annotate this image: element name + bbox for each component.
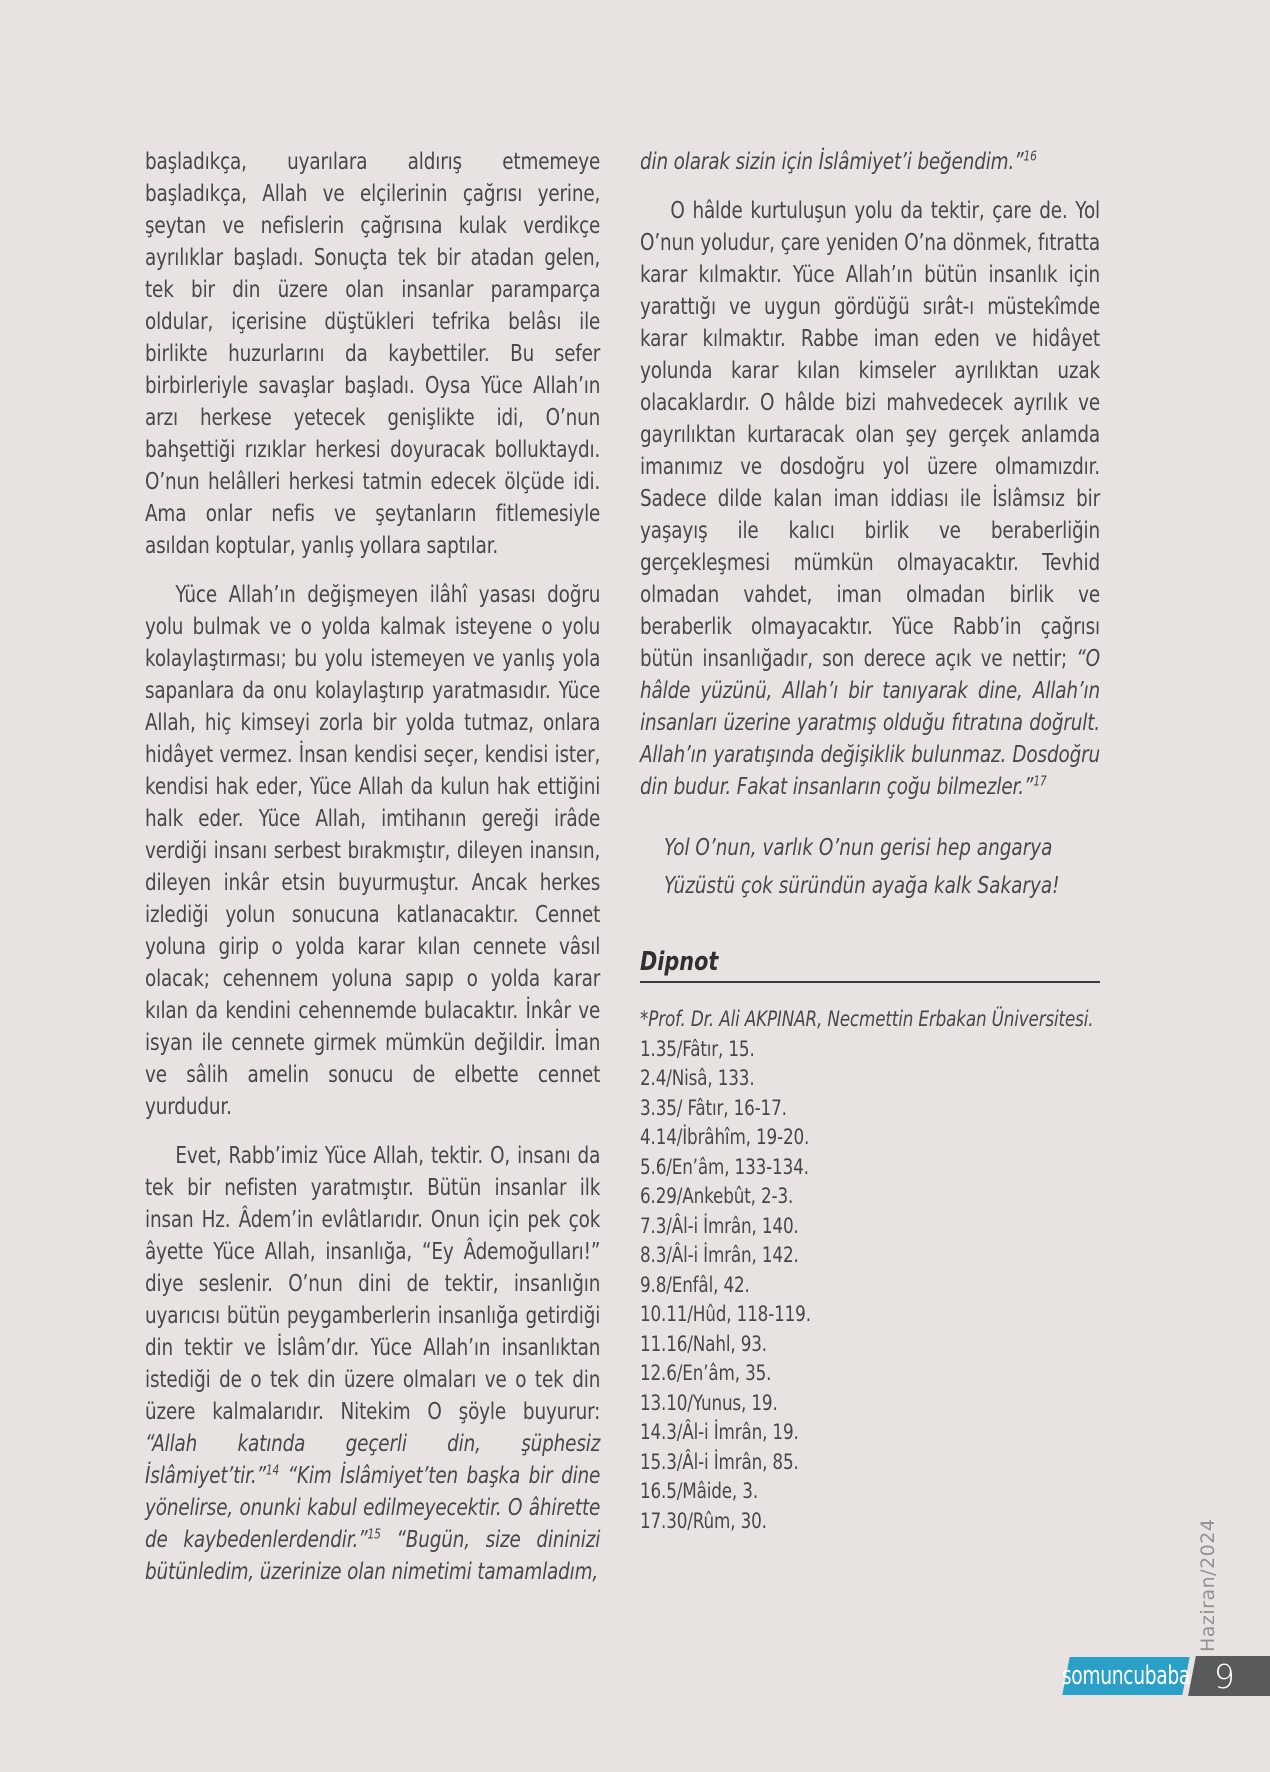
right-column [640, 146, 1100, 1540]
divider-rule [640, 981, 1100, 983]
footnotes-section [640, 947, 1100, 1532]
footnote-item: 4.14/İbrâhîm, 19-20. [640, 1125, 810, 1149]
footnotes-heading: Dipnot [640, 947, 719, 977]
footnote-list [640, 1009, 1100, 1532]
footnote-item: 3.35/ Fâtır, 16-17. [640, 1095, 787, 1120]
footnote-item: 5.6/En’âm, 133-134. [640, 1154, 809, 1179]
footnote-item: 10.11/Hûd, 118-119. [640, 1302, 811, 1326]
footnote-item: 8.3/Âl-i İmrân, 142. [640, 1243, 799, 1267]
brand-logo-text: somuncubaba [1061, 1661, 1191, 1691]
footnote-item: 2.4/Nisâ, 133. [640, 1066, 755, 1090]
footnote-item: 6.29/Ankebût, 2-3. [640, 1184, 794, 1208]
paragraph: başladıkça, uyarılara aldırış etmemeye başladıkça, Allah ve elçilerinin çağrısı yerine, şeytan ve nefislerin çağrısına kulak verdikçe ayrılıklar başladı. Sonuçta tek bir atadan gelen, tek bir din üzere olan insanlar paramparça oldular, içerisine düştükleri tefrika belâsı ile birlikte huzurlarını da kaybettiler. Bu sefer birbirleriyle savaşlar başladı. Oysa Yüce Allah’ın arzı herkese yetecek genişlikte idi, O’nun bahşettiği rızıklar herkesi doyuracak bolluktaydı. O’nun helâlleri herkesi tatmin edecek ölçüde idi. Ama onlar nefis ve şeytanların fitlemesiyle asıldan koptular, yanlış yollara saptılar. [145, 149, 601, 559]
footnote-item: 11.16/Nahl, 93. [640, 1331, 767, 1356]
paragraph: O hâlde kurtuluşun yolu da tektir, çare de. Yol O’nun yoludur, çare yeniden O’na dönmek, fıtratta karar kılmaktır. Yüce Allah’ın bütün insanlık için yarattığı ve uygun gördüğü sırât-ı müstekîmde karar kılmaktır. Rabbe iman eden ve hidâyet yolunda karar kılan kimseler ayrılıktan uzak olacaklardır. O hâlde bizi mahvedecek ayrılık ve gayrılıktan kurtaracak olan şey gerçek anlamda imanımız ve dosdoğru yol üzere olmamızdır. Sadece dilde kalan iman iddiası ile İslâmsız bir yaşayış ile kalıcı birlik ve beraberliğin gerçekleşmesi mümkün olmayacaktır. Tevhid olmadan vahdet, iman olmadan birlik ve beraberlik olmayacaktır. Yüce Rabb’in çağrısı bütün insanlığadır, son derece açık ve nettir; “O hâlde yüzünü, Allah’ı bir tanıyarak dine, Allah’ın insanları üzerine yaratmış olduğu fıtratına doğrult. Allah’ın yaratışında değişiklik bulunmaz. Dosdoğru din budur. Fakat insanların çoğu bilmezler.”$^{17}$ [640, 198, 1100, 800]
footnote-item: 14.3/Âl-i İmrân, 19. [640, 1420, 799, 1444]
edition-label: Haziran/2024 [1197, 1518, 1219, 1652]
paragraph-quote-continuation: din olarak sizin için İslâmiyet’i beğendim.”$^{16}$ [640, 149, 1037, 175]
paragraph: Yüce Allah’ın değişmeyen ilâhî yasası doğru yolu bulmak ve o yolda kalmak isteyene o yolu kolaylaştırması; bu yolu istemeyen ve yanlış yola sapanlara da onu kolaylaştırıp yaratmasıdır. Yüce Allah, hiç kimseyi zorla bir yolda tutmaz, onlara hidâyet vermez. İnsan kendisi seçer, kendisi ister, kendisi hak eder, Yüce Allah da kulun hak ettiğini halk eder. Yüce Allah, imtihanın gereği irâde verdiği insanı serbest bırakmıştır, dileyen inansın, dileyen inkâr etsin buyurmuştur. Ancak herkes izlediği yolun sonucuna katlanacaktır. Cennet yoluna girip o yolda karar kılan cennete vâsıl olacak; cehennem yoluna sapıp o yolda karar kılan da kendini cehennemde bulacaktır. İnkâr ve isyan ile cennete girmek mümkün değildir. İman ve sâlih amelin sonucu de elbette cennet yurdudur. [145, 582, 601, 1120]
footnote-item: 15.3/Âl-i İmrân, 85. [640, 1449, 799, 1474]
poem [664, 829, 1100, 905]
poem-line: Yüzüstü çok süründün ayağa kalk Sakarya! [664, 873, 1060, 899]
footnote-item: *Prof. Dr. Ali AKPINAR, Necmettin Erbakan Üniversitesi. [640, 1007, 1094, 1031]
brand-logo-band [1062, 1657, 1189, 1695]
footnote-item: 1.35/Fâtır, 15. [640, 1036, 755, 1061]
footnote-item: 9.8/Enfâl, 42. [640, 1272, 750, 1297]
footnote-item: 16.5/Mâide, 3. [640, 1479, 758, 1503]
footnote-item: 13.10/Yunus, 19. [640, 1390, 778, 1415]
footnote-item: 12.6/En’âm, 35. [640, 1361, 772, 1385]
page-number-badge [1188, 1656, 1270, 1696]
page-number: 9 [1214, 1656, 1235, 1696]
paragraph: Evet, Rabb’imiz Yüce Allah, tektir. O, insanı da tek bir nefisten yaratmıştır. Bütün insanlar ilk insan Hz. Âdem’in evlâtlarıdır. Onun için pek çok âyette Yüce Allah, insanlığa, “Ey Âdemoğulları!” diye seslenir. O’nun dini de tektir, insanlığın uyarıcısı bütün peygamberlerin insanlığa getirdiği din tektir ve İslâm’dır. Yüce Allah’ın insanlıktan istediği de o tek din üzere olmaları ve o tek din üzere kalmalarıdır. Nitekim O şöyle buyurur: “Allah katında geçerli din, şüphesiz İslâmiyet’tir.”$^{14}$ “Kim İslâmiyet’ten başka bir dine yönelirse, onunki kabul edilmeyecektir. O âhirette de kaybedenlerdendir.”$^{15}$ “Bugün, size dininizi bütünledim, üzerinize olan nimetimi tamamladım, [145, 1143, 601, 1585]
footnote-item: 17.30/Rûm, 30. [640, 1508, 767, 1533]
left-column [145, 146, 600, 1605]
footnote-item: 7.3/Âl-i İmrân, 140. [640, 1213, 799, 1238]
poem-line: Yol O’nun, varlık O’nun gerisi hep angarya [664, 835, 1053, 861]
